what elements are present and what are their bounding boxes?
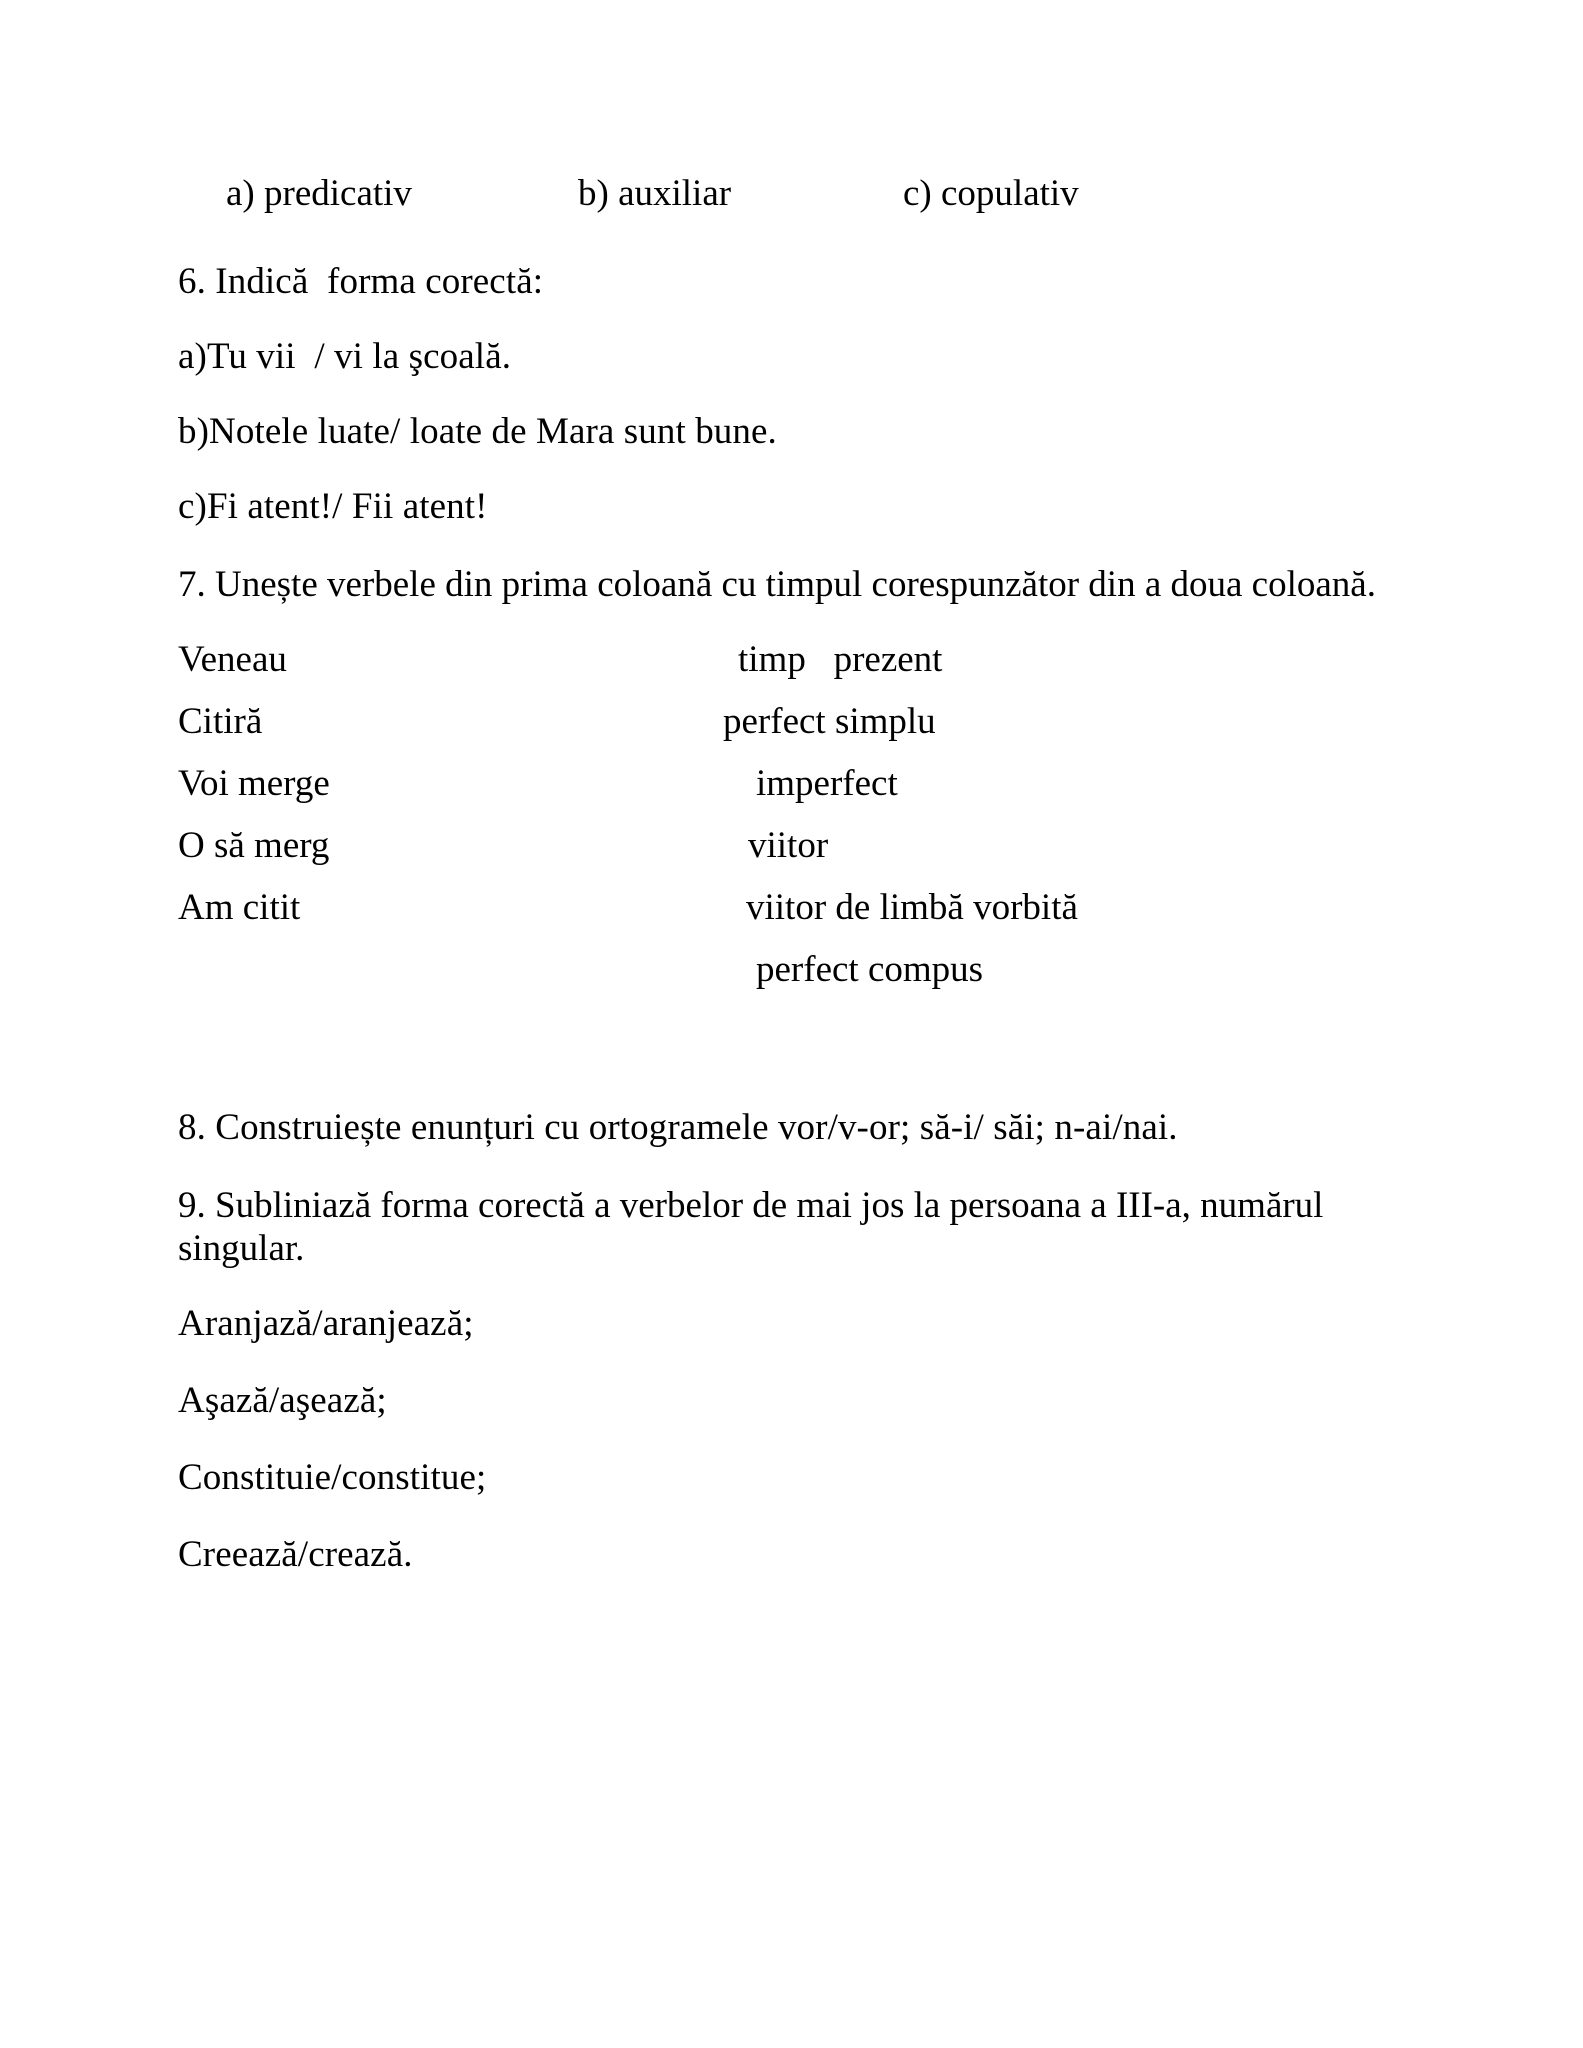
item9-prompt: 9. Subliniază forma corectă a verbelor de mai jos la persoana a III-a, numărul singular. — [178, 1184, 1333, 1270]
section-spacer — [178, 1013, 1378, 1109]
matching-right-item: timp prezent — [738, 638, 943, 680]
item9-line: Constituie/constitue; — [178, 1456, 487, 1498]
item6-option-a: a)Tu vii / vi la şcoală. — [178, 336, 512, 377]
matching-row — [178, 700, 1378, 765]
matching-right-item: viitor — [748, 824, 829, 866]
matching-right-item: imperfect — [756, 762, 898, 804]
matching-left-item: Citiră — [178, 700, 263, 742]
answer-option-b: b) auxiliar — [578, 173, 732, 214]
item7-matching-block — [178, 638, 1378, 1013]
matching-right-item: viitor de limbă vorbită — [746, 886, 1078, 928]
answer-option-a: a) predicativ — [226, 173, 412, 214]
item9-line: Creează/crează. — [178, 1533, 413, 1575]
item6-option-b: b)Notele luate/ loate de Mara sunt bune. — [178, 411, 777, 452]
answer-option-c: c) copulativ — [903, 173, 1079, 214]
matching-row — [178, 824, 1378, 889]
matching-row — [178, 762, 1378, 827]
matching-right-item: perfect compus — [756, 948, 984, 990]
answer-options-row — [178, 175, 1378, 223]
item9-answer-list — [178, 1302, 1378, 1575]
matching-left-item: Veneau — [178, 638, 287, 680]
item9-line: Aranjază/aranjează; — [178, 1302, 474, 1344]
item6-option-c: c)Fi atent!/ Fii atent! — [178, 486, 488, 527]
matching-left-item: O să merg — [178, 824, 330, 866]
matching-left-item: Am citit — [178, 886, 301, 928]
matching-left-item: Voi merge — [178, 762, 330, 804]
item9-line: Aşază/aşează; — [178, 1379, 387, 1421]
matching-row — [178, 638, 1378, 703]
item6-prompt: 6. Indică forma corectă: — [178, 261, 544, 302]
matching-row — [178, 886, 1378, 951]
matching-row — [178, 948, 1378, 1013]
item7-prompt: 7. Unește verbele din prima coloană cu timpul corespunzător din a doua coloană. — [178, 564, 1376, 605]
document-content — [178, 175, 1378, 1613]
item8-prompt: 8. Construiește enunțuri cu ortogramele vor/v-or; să-i/ săi; n-ai/nai. — [178, 1106, 1178, 1148]
matching-right-item: perfect simplu — [723, 700, 936, 742]
